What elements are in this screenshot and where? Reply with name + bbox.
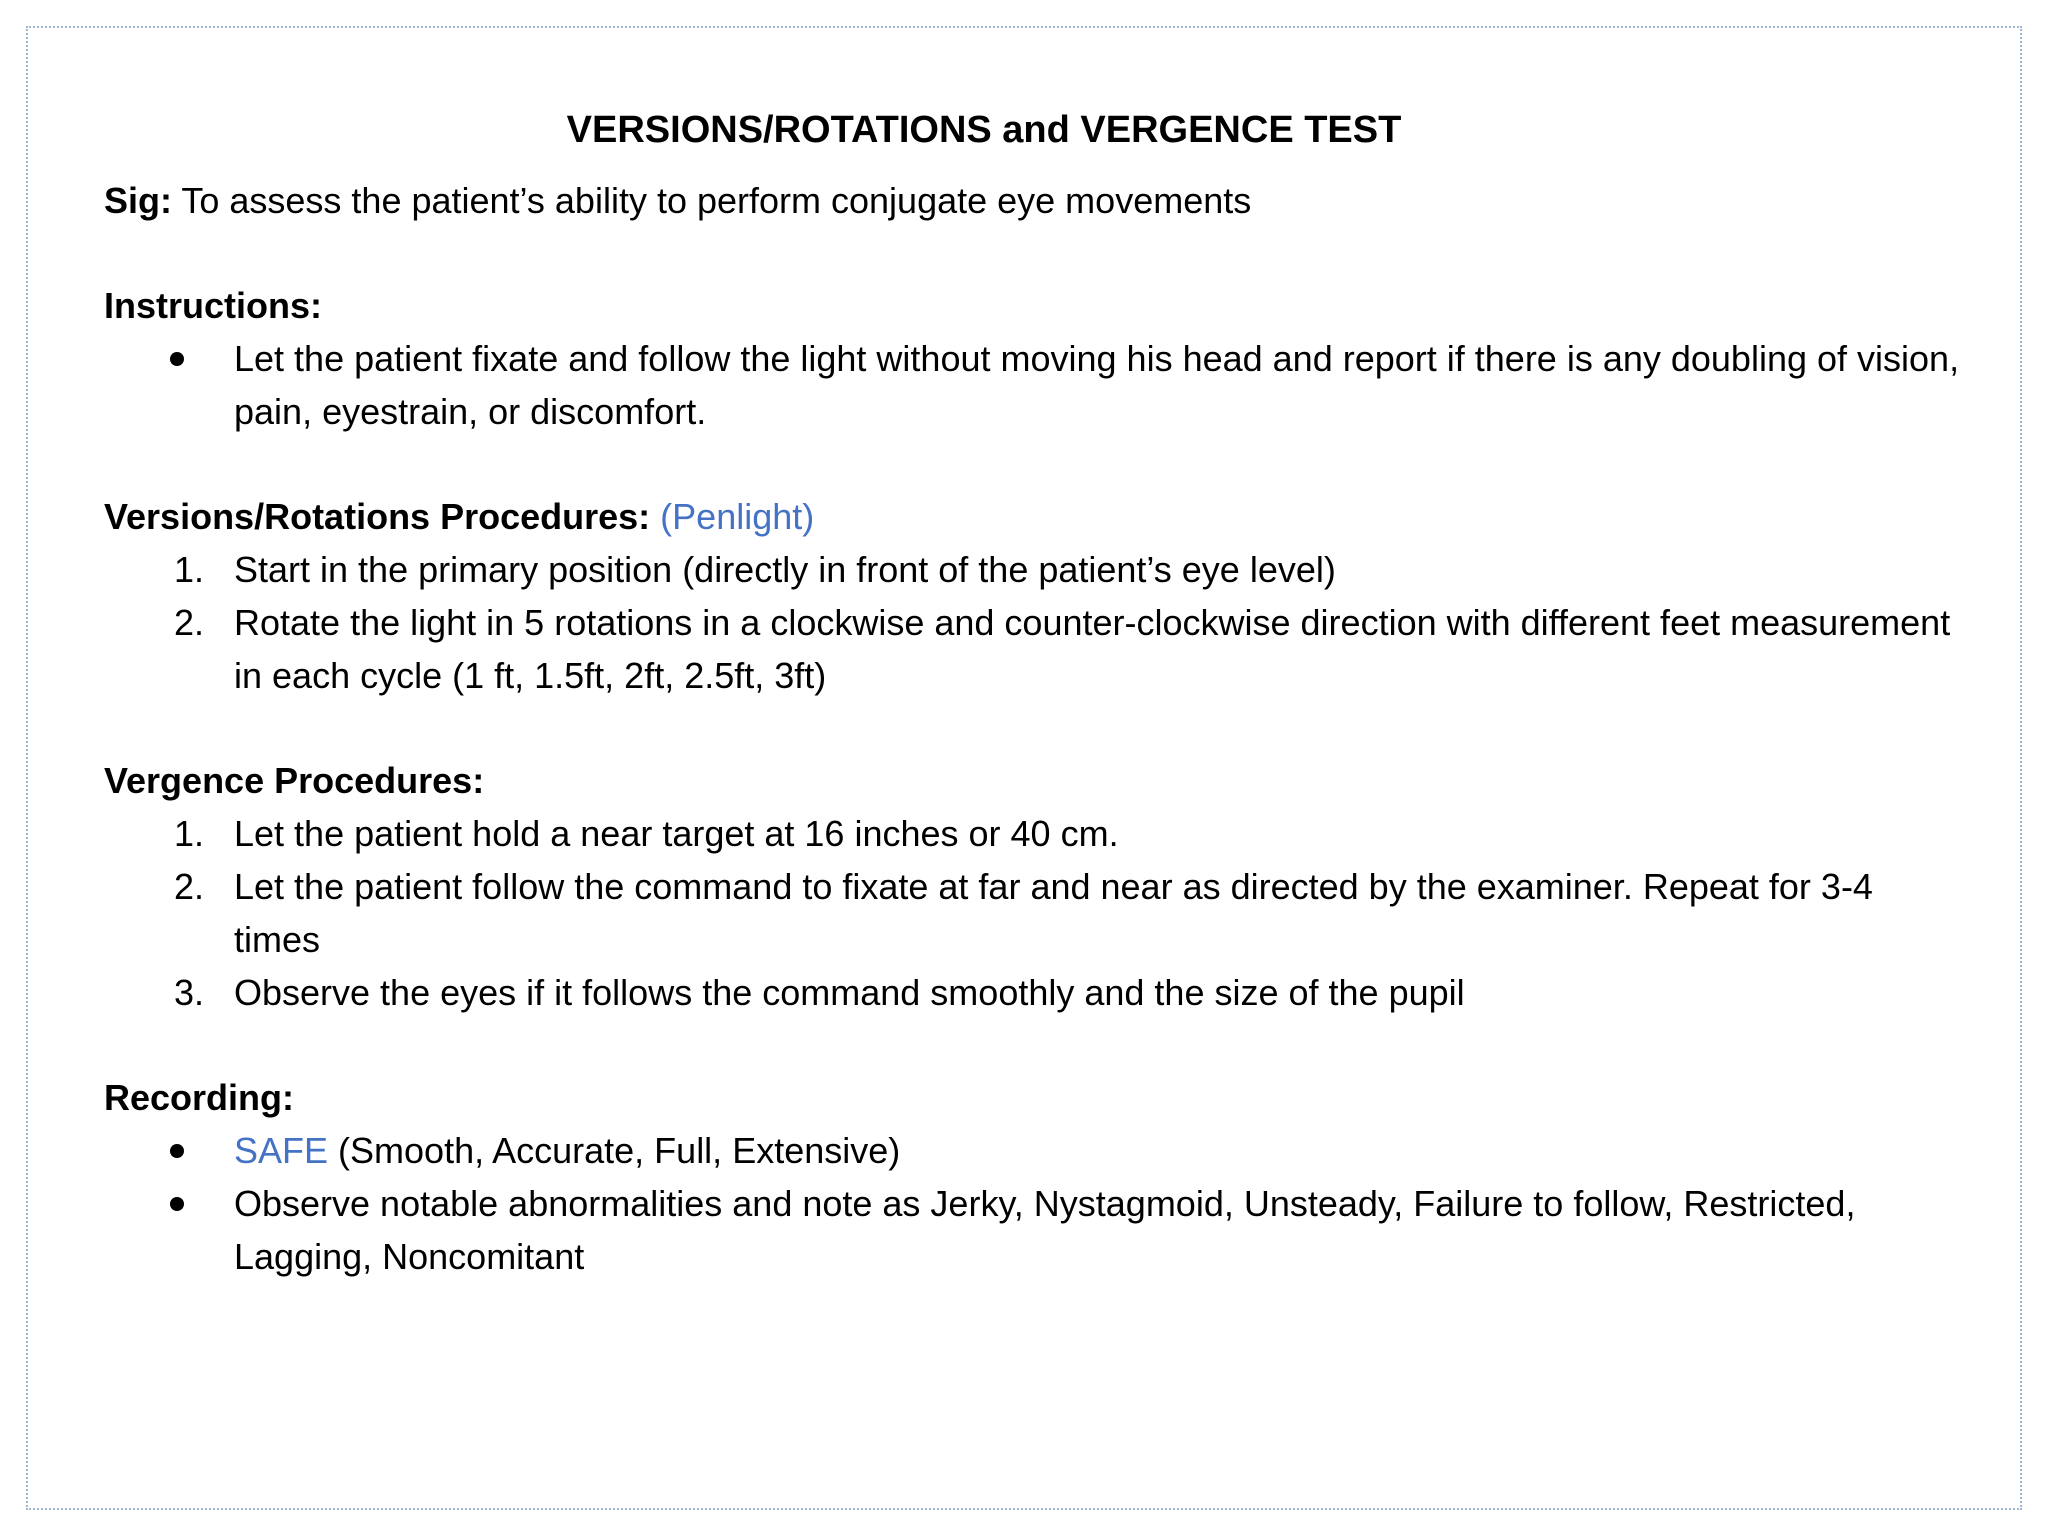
versions-heading-line xyxy=(104,490,1964,543)
list-item xyxy=(104,543,1964,596)
bullet-icon xyxy=(170,1197,184,1211)
safe-term: SAFE xyxy=(234,1130,329,1171)
list-item xyxy=(104,1124,1964,1177)
list-item xyxy=(104,332,1964,438)
instruction-text: Let the patient fixate and follow the light without moving his head and report if there is any doubling of vision, pain, eyestrain, or discomfort. xyxy=(234,338,1960,432)
step-number: 1. xyxy=(173,813,204,854)
step-text: Start in the primary position (directly in front of the patient’s eye level) xyxy=(234,549,1336,590)
observe-text: Observe notable abnormalities and note as Jerky, Nystagmoid, Unsteady, Failure to follow, Restricted, Lagging, Noncomitant xyxy=(234,1183,1856,1277)
step-number: 1. xyxy=(173,549,204,590)
bullet-icon xyxy=(170,352,184,366)
versions-steps xyxy=(104,543,1964,702)
recording-list xyxy=(104,1124,1964,1283)
document-body xyxy=(104,98,1964,1283)
step-text: Let the patient follow the command to fixate at far and near as directed by the examiner. Repeat for 3-4 times xyxy=(234,866,1873,960)
step-text: Rotate the light in 5 rotations in a clockwise and counter-clockwise direction with different feet measurement in each cycle (1 ft, 1.5ft, 2ft, 2.5ft, 3ft) xyxy=(234,602,1951,696)
sig-text: To assess the patient’s ability to perform conjugate eye movements xyxy=(172,180,1252,221)
list-item xyxy=(104,807,1964,860)
vergence-heading: Vergence Procedures: xyxy=(104,760,485,801)
sig-label: Sig: xyxy=(104,180,172,221)
recording-heading: Recording: xyxy=(104,1077,295,1118)
list-item xyxy=(104,966,1964,1019)
step-text: Observe the eyes if it follows the command smoothly and the size of the pupil xyxy=(234,972,1465,1013)
versions-tool: (Penlight) xyxy=(660,496,815,537)
bullet-icon xyxy=(170,1144,184,1158)
step-number: 2. xyxy=(173,602,204,643)
list-item xyxy=(104,1177,1964,1283)
document-title: VERSIONS/ROTATIONS and VERGENCE TEST xyxy=(566,109,1402,151)
instructions-heading: Instructions: xyxy=(104,285,323,326)
safe-text: (Smooth, Accurate, Full, Extensive) xyxy=(328,1130,901,1171)
step-text: Let the patient hold a near target at 16 inches or 40 cm. xyxy=(234,813,1119,854)
instructions-list xyxy=(104,332,1964,438)
step-number: 2. xyxy=(173,866,204,907)
list-item xyxy=(104,860,1964,966)
step-number: 3. xyxy=(173,972,204,1013)
versions-heading: Versions/Rotations Procedures: xyxy=(104,496,651,537)
list-item xyxy=(104,596,1964,702)
sig-line xyxy=(104,174,1964,227)
vergence-steps xyxy=(104,807,1964,1019)
